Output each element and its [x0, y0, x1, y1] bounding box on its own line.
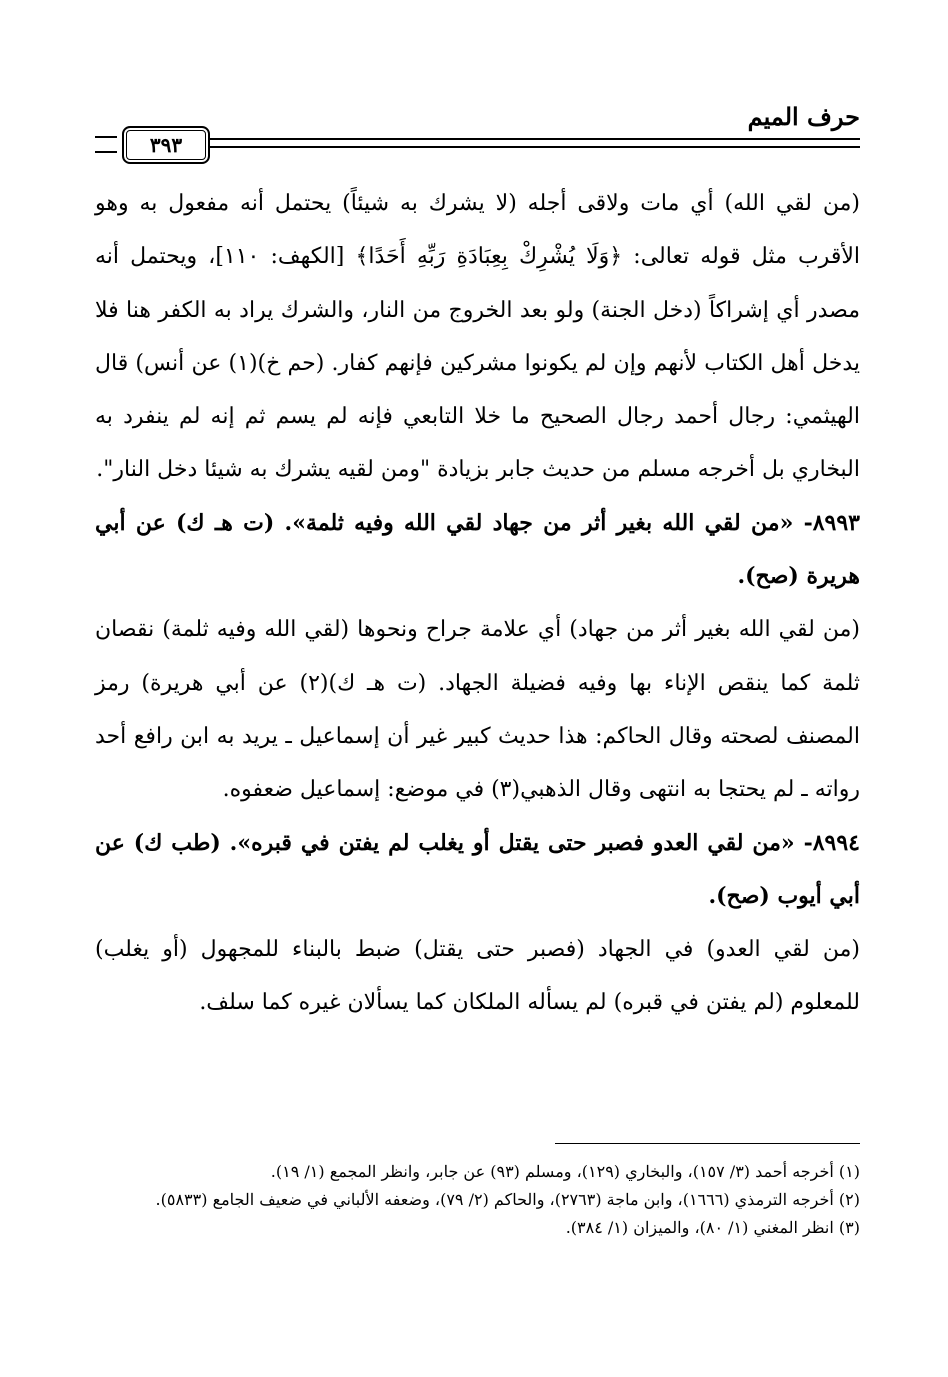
body-text: [95, 177, 860, 1030]
paragraph-1: (من لقي الله) أي مات ولاقى أجله (لا يشرك به شيئاً) يحتمل أنه مفعول به وهو الأقرب مثل قوله تعالى: ﴿وَلَا يُشْرِكْ بِعِبَادَةِ رَبِّهِ أَحَدًا﴾ [الكهف: ١١٠]، ويحتمل أنه مصدر أي إشراكاً (دخل الجنة) ولو بعد الخروج من النار، والشرك يراد به الكفر هنا فلا يدخل أهل الكتاب لأنهم وإن لم يكونوا مشركين فإنهم كفار. (حم خ)(١) عن أنس) قال الهيثمي: رجال أحمد رجال الصحيح ما خلا التابعي فإنه لم يسم ثم إنه لم ينفرد به البخاري بل أخرجه مسلم من حديث جابر بزيادة "ومن لقيه يشرك به شيئا دخل النار".: [95, 191, 860, 483]
footnote-1: (١) أخرجه أحمد (٣/ ١٥٧)، والبخاري (١٢٩)، ومسلم (٩٣) عن جابر، وانظر المجمع (١/ ١٩).: [270, 1162, 860, 1181]
chapter-title: حرف الميم: [747, 102, 860, 131]
hadith-8994: ٨٩٩٤- «من لقي العدو فصبر حتى يقتل أو يغلب لم يفتن في قبره». (طب ك) عن أبي أيوب (صح).: [95, 829, 860, 909]
footnote-3: (٣) انظر المغني (١/ ٨٠)، والميزان (١/ ٣٨٤).: [565, 1218, 860, 1237]
header-rule: [210, 138, 860, 148]
footnotes: [95, 1158, 860, 1242]
paragraph-2: (من لقي الله بغير أثر من جهاد) أي علامة جراح ونحوها (لقي الله وفيه ثلمة) نقصان ثلمة كما ينقص الإناء بها وفيه فضيلة الجهاد. (ت هـ ك)(٢) عن أبي هريرة) رمز المصنف لصحته وقال الحاكم: هذا حديث كبير غير أن إسماعيل ـ يريد به ابن رافع أحد رواته ـ لم يحتجا به انتهى وقال الذهبي(٣) في موضع: إسماعيل ضعفوه.: [95, 617, 860, 803]
footnote-2: (٢) أخرجه الترمذي (١٦٦٦)، وابن ماجة (٢٧٦٣)، والحاكم (٢/ ٧٩)، وضعفه الألباني في ضعيف الجامع (٥٨٣٣).: [155, 1190, 860, 1209]
page-header: [95, 102, 860, 158]
hadith-8993: ٨٩٩٣- «من لقي الله بغير أثر من جهاد لقي الله وفيه ثلمة». (ت هـ ك) عن أبي هريرة (صح).: [95, 509, 860, 590]
page-number: ٣٩٣: [122, 126, 210, 164]
header-left-mark: [95, 136, 117, 153]
paragraph-3: (من لقي العدو) في الجهاد (فصبر حتى يقتل) ضبط بالبناء للمجهول (أو يغلب) للمعلوم (لم يفتن في قبره) لم يسأله الملكان كما يسألان غيره كما سلف.: [95, 937, 860, 1016]
footnote-rule: [555, 1143, 860, 1144]
